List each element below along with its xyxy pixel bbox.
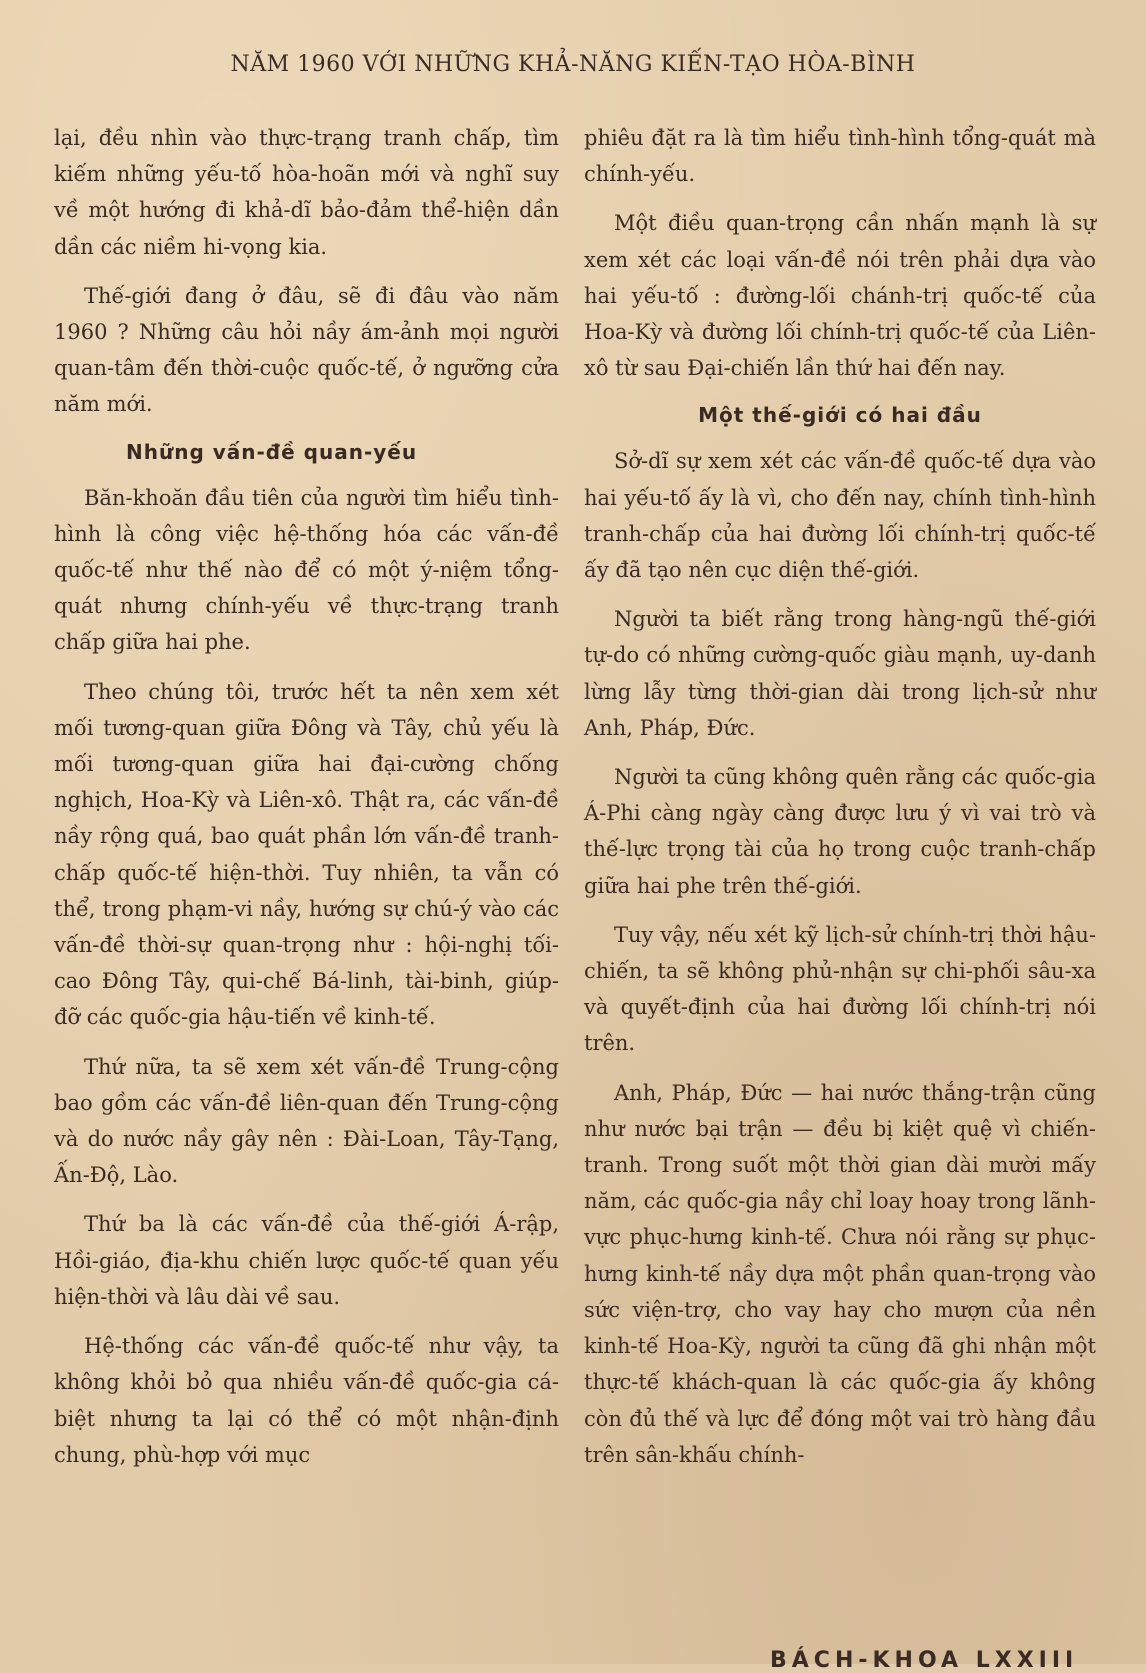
paragraph: Thứ ba là các vấn-đề của thế-giới Á-rập, Hồi-giáo, địa-khu chiến lược quốc-tế quan yếu hiện-thời và lâu dài về sau. xyxy=(54,1212,559,1309)
paragraph: Băn-khoăn đầu tiên của người tìm hiểu tình-hình là công việc hệ-thống hóa các vấn-đề quốc-tế như thế nào để có một ý-niệm tổng-quát nhưng chính-yếu về thực-trạng tranh chấp giữa hai phe. xyxy=(54,485,559,655)
section-heading: Những vấn-đề quan-yếu xyxy=(126,439,418,464)
paragraph: Một điều quan-trọng cần nhấn mạnh là sự xem xét các loại vấn-đề nói trên phải dựa vào hai yếu-tố : đường-lối chánh-trị quốc-tế của Hoa-Kỳ và đường lối chính-trị quốc-tế của Liên-xô từ sau Đại-chiến lần thứ hai đến nay. xyxy=(584,211,1096,381)
paragraph: Theo chúng tôi, trước hết ta nên xem xét mối tương-quan giữa Đông và Tây, chủ yếu là mối tương-quan giữa hai đại-cường chống nghịch, Hoa-Kỳ và Liên-xô. Thật ra, các vấn-đề nầy rộng quá, bao quát phần lớn vấn-đề tranh-chấp quốc-tế hiện-thời. Tuy nhiên, ta vẫn có thể, trong phạm-vi nầy, hướng sự chú-ý vào các vấn-đề thời-sự quan-trọng như : hội-nghị tối-cao Đông Tây, qui-chế Bá-linh, tài-binh, giúp-đỡ các quốc-gia hậu-tiến về kinh-tế. xyxy=(54,679,559,1030)
left-column xyxy=(54,120,559,1486)
paragraph: Hệ-thống các vấn-đề quốc-tế như vậy, ta không khỏi bỏ qua nhiều vấn-đề quốc-gia cá-biệt nhưng ta lại có thể có một nhận-định chung, phù-hợp với mục xyxy=(54,1334,559,1467)
paragraph: lại, đều nhìn vào thực-trạng tranh chấp, tìm kiếm những yếu-tố hòa-hoãn mới và nghĩ suy về một hướng đi khả-dĩ bảo-đảm thể-hiện dần dần các niềm hi-vọng kia. xyxy=(54,126,559,259)
right-column xyxy=(584,120,1096,1486)
paragraph: Tuy vậy, nếu xét kỹ lịch-sử chính-trị thời hậu-chiến, ta sẽ không phủ-nhận sự chi-phối sâu-xa và quyết-định của hai đường lối chính-trị nói trên. xyxy=(584,922,1096,1056)
paragraph: Người ta cũng không quên rằng các quốc-gia Á-Phi càng ngày càng được lưu ý vì vai trò và thế-lực trọng tài của họ trong cuộc tranh-chấp giữa hai phe trên thế-giới. xyxy=(584,765,1096,898)
paragraph: Người ta biết rằng trong hàng-ngũ thế-giới tự-do có những cường-quốc giàu mạnh, uy-danh lừng lẫy từng thời-gian dài trong lịch-sử như Anh, Pháp, Đức. xyxy=(584,607,1096,740)
running-title: NĂM 1960 VỚI NHỮNG KHẢ-NĂNG KIẾN-TẠO HÒA-BÌNH xyxy=(230,52,916,77)
section-heading: Một thế-giới có hai đầu xyxy=(698,403,982,428)
paragraph: Sở-dĩ sự xem xét các vấn-đề quốc-tế dựa vào hai yếu-tố ấy là vì, cho đến nay, chính tình-hình tranh-chấp của hai đường lối chính-trị quốc-tế ấy đã tạo nên cục diện thế-giới. xyxy=(584,449,1096,583)
paragraph: Thế-giới đang ở đâu, sẽ đi đâu vào năm 1960 ? Những câu hỏi nầy ám-ảnh mọi người quan-tâm đến thời-cuộc quốc-tế, ở ngưỡng cửa năm mới. xyxy=(54,283,559,417)
paragraph: Thứ nữa, ta sẽ xem xét vấn-đề Trung-cộng bao gồm các vấn-đề liên-quan đến Trung-cộng và do nước nầy gây nên : Đài-Loan, Tây-Tạng, Ấn-Độ, Lào. xyxy=(54,1054,559,1188)
paragraph: phiêu đặt ra là tìm hiểu tình-hình tổng-quát mà chính-yếu. xyxy=(584,126,1096,187)
page-footer: BÁCH-KHOA LXXIII xyxy=(770,1648,1079,1673)
paragraph: Anh, Pháp, Đức — hai nước thắng-trận cũng như nước bại trận — đều bị kiệt quệ vì chiến-tranh. Trong suốt một thời gian dài mười mấy năm, các quốc-gia nầy chỉ loay hoay trong lãnh-vực phục-hưng kinh-tế. Chưa nói rằng sự phục-hưng kinh-tế nầy dựa một phần quan-trọng vào sức viện-trợ, cho vay hay cho mượn của nền kinh-tế Hoa-Kỳ, người ta cũng đã ghi nhận một thực-tế khách-quan là các quốc-gia ấy không còn đủ thế và lực để đóng một vai trò hàng đầu trên sân-khấu chính- xyxy=(584,1080,1096,1467)
